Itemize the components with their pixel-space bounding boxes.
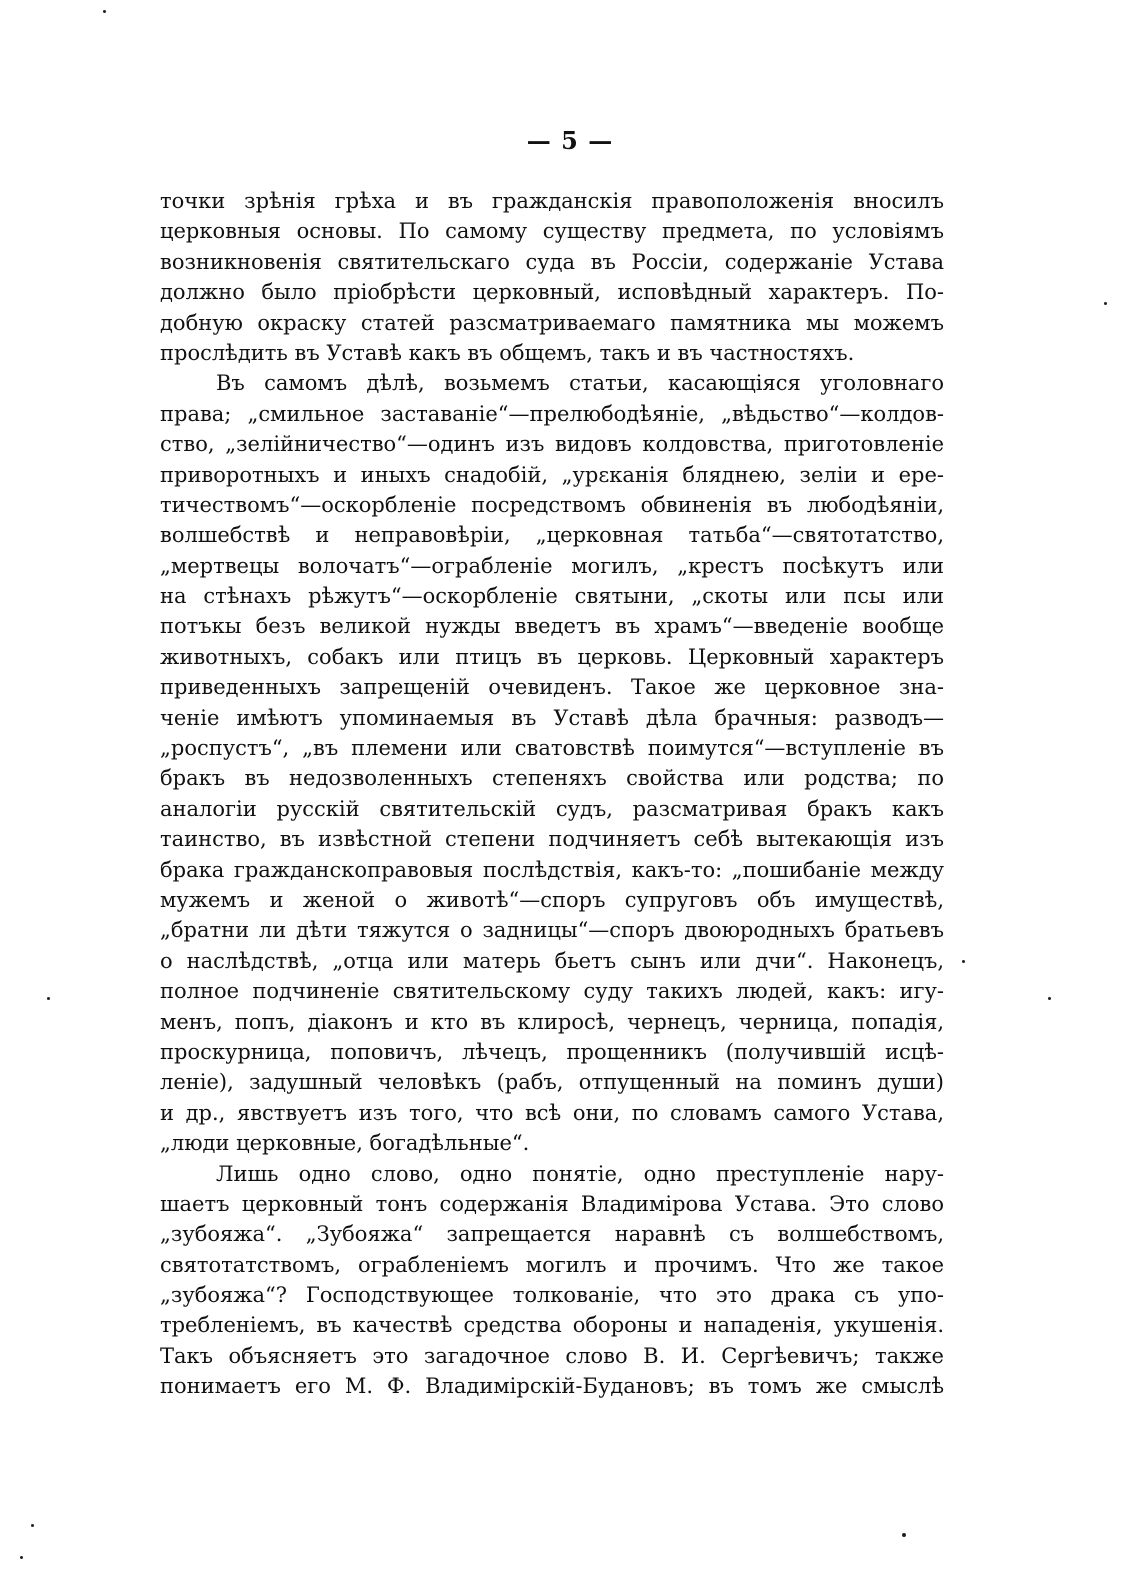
text-line: святотатствомъ, ограбленіемъ могилъ и прочимъ. Что же такое [160, 1252, 944, 1277]
text-line: требленіемъ, въ качествѣ средства обороны и нападенія, укушенія. [160, 1313, 944, 1338]
text-line: возникновенія святительскаго суда въ Россіи, содержаніе Устава [160, 249, 944, 274]
text-line: брака гражданскоправовыя послѣдствія, какъ-то: „пошибаніе между [160, 857, 944, 882]
print-speck [962, 960, 965, 963]
text-line: „мертвецы волочатъ“—ограбленіе могилъ, „крестъ посѣкутъ или [160, 553, 944, 578]
print-speck [31, 1524, 34, 1527]
text-line: о наслѣдствѣ, „отца или матерь бьетъ сынъ или дчи“. Наконецъ, [160, 948, 944, 973]
page-number: — 5 — [526, 126, 614, 155]
text-line: „люди церковные, богадѣльные“. [160, 1131, 530, 1156]
print-speck [902, 1533, 906, 1537]
text-line: ство, „зелійничество“—одинъ изъ видовъ колдовства, приготовленіе [160, 432, 944, 457]
text-line: проскурница, поповичъ, лѣчецъ, прощенникъ (получившій исцѣ- [160, 1039, 944, 1064]
print-speck [47, 997, 50, 1000]
text-line: права; „смильное заставаніе“—прелюбодѣяніе, „вѣдьство“—колдов- [160, 401, 944, 426]
text-line: аналогіи русскій святительскій судъ, разсматривая бракъ какъ [160, 796, 944, 821]
text-line: менъ, попъ, діаконъ и кто въ клиросѣ, чернецъ, черница, попадія, [160, 1009, 944, 1034]
text-line: волшебствѣ и неправовѣріи, „церковная татьба“—святотатство, [160, 523, 944, 548]
text-line: животныхъ, собакъ или птицъ въ церковь. Церковный характеръ [160, 644, 944, 669]
text-line: и др., явствуетъ изъ того, что всѣ они, по словамъ самого Устава, [160, 1100, 944, 1125]
text-line: точки зрѣнія грѣха и въ гражданскія правоположенія вносилъ [160, 189, 944, 213]
text-line: Такъ объясняетъ это загадочное слово В. И. Сергѣевичъ; также [160, 1343, 944, 1368]
body-text [160, 186, 944, 1402]
text-line: на стѣнахъ рѣжутъ“—оскорбленіе святыни, „скоты или псы или [160, 584, 944, 609]
text-line: шаетъ церковный тонъ содержанія Владимірова Устава. Это слово [160, 1191, 944, 1216]
text-line: ченіе имѣютъ упоминаемыя въ Уставѣ дѣла брачныя: разводъ— [160, 705, 944, 730]
text-line: тичествомъ“—оскорбленіе посредствомъ обвиненія въ любодѣяніи, [160, 492, 944, 517]
text-line: приведенныхъ запрещеній очевиденъ. Такое же церковное зна- [160, 675, 944, 700]
text-line: Лишь одно слово, одно понятіе, одно преступленіе нару- [216, 1161, 944, 1186]
print-speck [1104, 302, 1107, 305]
text-line: „роспустъ“, „въ племени или сватовствѣ поимутся“—вступленіе въ [160, 736, 944, 761]
text-line: прослѣдить въ Уставѣ какъ въ общемъ, такъ и въ частностяхъ. [160, 340, 855, 365]
text-line: полное подчиненіе святительскому суду такихъ людей, какъ: игу- [160, 979, 944, 1004]
text-line: бракъ въ недозволенныхъ степеняхъ свойства или родства; по [160, 766, 944, 791]
text-line: мужемъ и женой о животѣ“—споръ супруговъ объ имуществѣ, [160, 887, 944, 912]
text-line: „зубояжа“. „Зубояжа“ запрещается наравнѣ съ волшебствомъ, [160, 1222, 944, 1247]
text-line: Въ самомъ дѣлѣ, возьмемъ статьи, касающіяся уголовнаго [216, 371, 944, 396]
text-line: церковныя основы. По самому существу предмета, по условіямъ [160, 219, 944, 244]
text-line: „братни ли дѣти тяжутся о задницы“—споръ двоюродныхъ братьевъ [160, 918, 944, 943]
text-line: „зубояжа“? Господствующее толкованіе, что это драка съ упо- [160, 1283, 944, 1308]
print-speck [20, 1556, 23, 1559]
print-speck [103, 10, 106, 13]
text-line: потъкы безъ великой нужды введетъ въ храмъ“—введеніе вообще [160, 614, 944, 639]
text-line: леніе), задушный человѣкъ (рабъ, отпущенный на поминъ души) [160, 1070, 944, 1095]
text-line: должно было пріобрѣсти церковный, исповѣдный характеръ. По- [160, 280, 944, 305]
print-speck [1048, 997, 1051, 1000]
text-line: добную окраску статей разсматриваемаго памятника мы можемъ [160, 310, 944, 335]
text-line: таинство, въ извѣстной степени подчиняетъ себѣ вытекающія изъ [160, 827, 944, 852]
text-line: понимаетъ его М. Ф. Владимірскій-Будановъ; въ томъ же смыслѣ [160, 1374, 944, 1399]
text-line: приворотныхъ и иныхъ снадобій, „урεканія бляднею, зеліи и ере- [160, 462, 944, 487]
